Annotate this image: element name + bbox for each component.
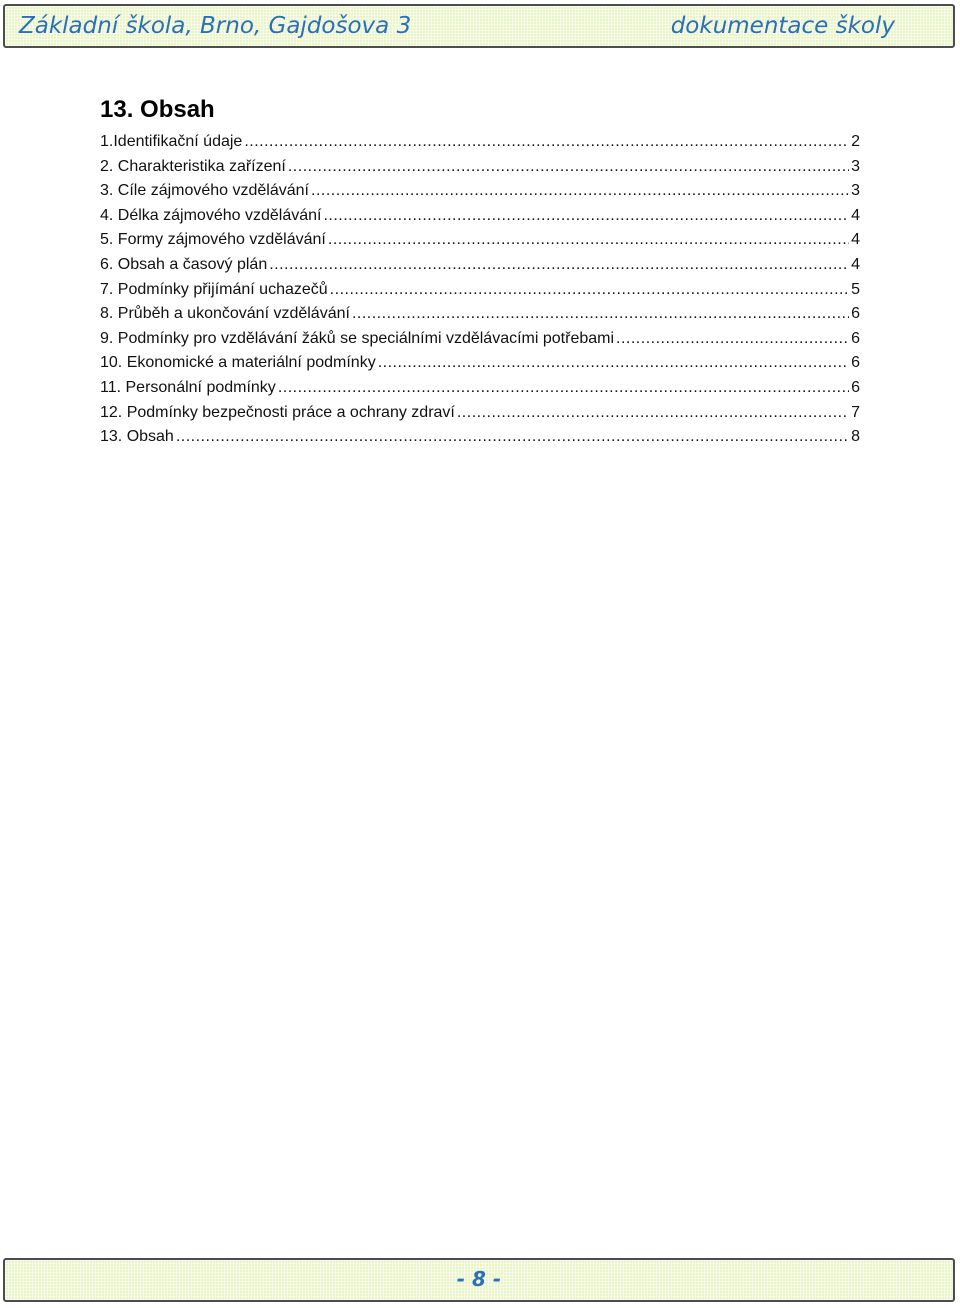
toc-entry[interactable] [100, 278, 860, 303]
toc-entry[interactable] [100, 351, 860, 376]
page-number: - 8 - [456, 1267, 502, 1291]
toc-entry-page: 6 [851, 305, 860, 323]
toc-dot-leader [288, 155, 849, 180]
toc-entry-label: 13. Obsah [100, 428, 174, 446]
toc-dot-leader [323, 204, 849, 229]
toc-entry[interactable] [100, 130, 860, 155]
toc-entry[interactable] [100, 425, 860, 450]
toc-entry-page: 7 [851, 403, 860, 421]
toc-entry-page: 4 [851, 231, 860, 249]
table-of-contents [100, 130, 860, 450]
toc-entry-label: 12. Podmínky bezpečnosti práce a ochrany zdraví [100, 403, 455, 421]
toc-entry-page: 6 [851, 354, 860, 372]
toc-dot-leader [278, 376, 849, 401]
toc-entry-label: 7. Podmínky přijímání uchazečů [100, 280, 328, 298]
header-document-type: dokumentace školy [670, 13, 895, 39]
toc-entry-page: 4 [851, 206, 860, 224]
toc-entry-label: 3. Cíle zájmového vzdělávání [100, 182, 309, 200]
toc-entry[interactable] [100, 155, 860, 180]
toc-entry[interactable] [100, 401, 860, 426]
toc-entry-page: 3 [851, 157, 860, 175]
toc-dot-leader [616, 327, 849, 352]
toc-entry[interactable] [100, 253, 860, 278]
toc-dot-leader [269, 253, 849, 278]
toc-entry-label: 5. Formy zájmového vzdělávání [100, 231, 326, 249]
toc-title: 13. Obsah [100, 96, 215, 123]
toc-entry[interactable] [100, 327, 860, 352]
toc-entry[interactable] [100, 179, 860, 204]
toc-entry-label: 1.Identifikační údaje [100, 133, 243, 150]
toc-entry-label: 10. Ekonomické a materiální podmínky [100, 354, 376, 372]
toc-entry-page: 4 [851, 255, 860, 273]
toc-dot-leader [378, 351, 849, 376]
toc-entry-page: 5 [851, 280, 860, 298]
toc-entry-label: 11. Personální podmínky [100, 378, 276, 396]
toc-entry-page: 2 [851, 133, 860, 150]
toc-dot-leader [176, 425, 849, 450]
toc-dot-leader [328, 228, 849, 253]
toc-entry-page: 6 [851, 378, 860, 396]
toc-entry-label: 9. Podmínky pro vzdělávání žáků se speciálními vzdělávacími potřebami [100, 329, 615, 347]
page-header [3, 4, 955, 48]
toc-dot-leader [352, 302, 849, 327]
page-footer [3, 1258, 955, 1302]
toc-entry-label: 4. Délka zájmového vzdělávání [100, 206, 322, 224]
toc-entry-page: 8 [851, 428, 860, 446]
header-school-name: Základní škola, Brno, Gajdošova 3 [19, 13, 412, 39]
toc-entry-label: 2. Charakteristika zařízení [100, 157, 286, 175]
toc-dot-leader [244, 130, 849, 155]
toc-dot-leader [311, 179, 849, 204]
toc-entry-page: 6 [851, 329, 860, 347]
toc-entry[interactable] [100, 302, 860, 327]
toc-entry-page: 3 [851, 182, 860, 200]
toc-entry[interactable] [100, 204, 860, 229]
toc-entry[interactable] [100, 376, 860, 401]
toc-dot-leader [457, 401, 849, 426]
toc-entry-label: 8. Průběh a ukončování vzdělávání [100, 305, 350, 323]
toc-entry-label: 6. Obsah a časový plán [100, 255, 268, 273]
toc-dot-leader [330, 278, 849, 303]
toc-entry[interactable] [100, 228, 860, 253]
